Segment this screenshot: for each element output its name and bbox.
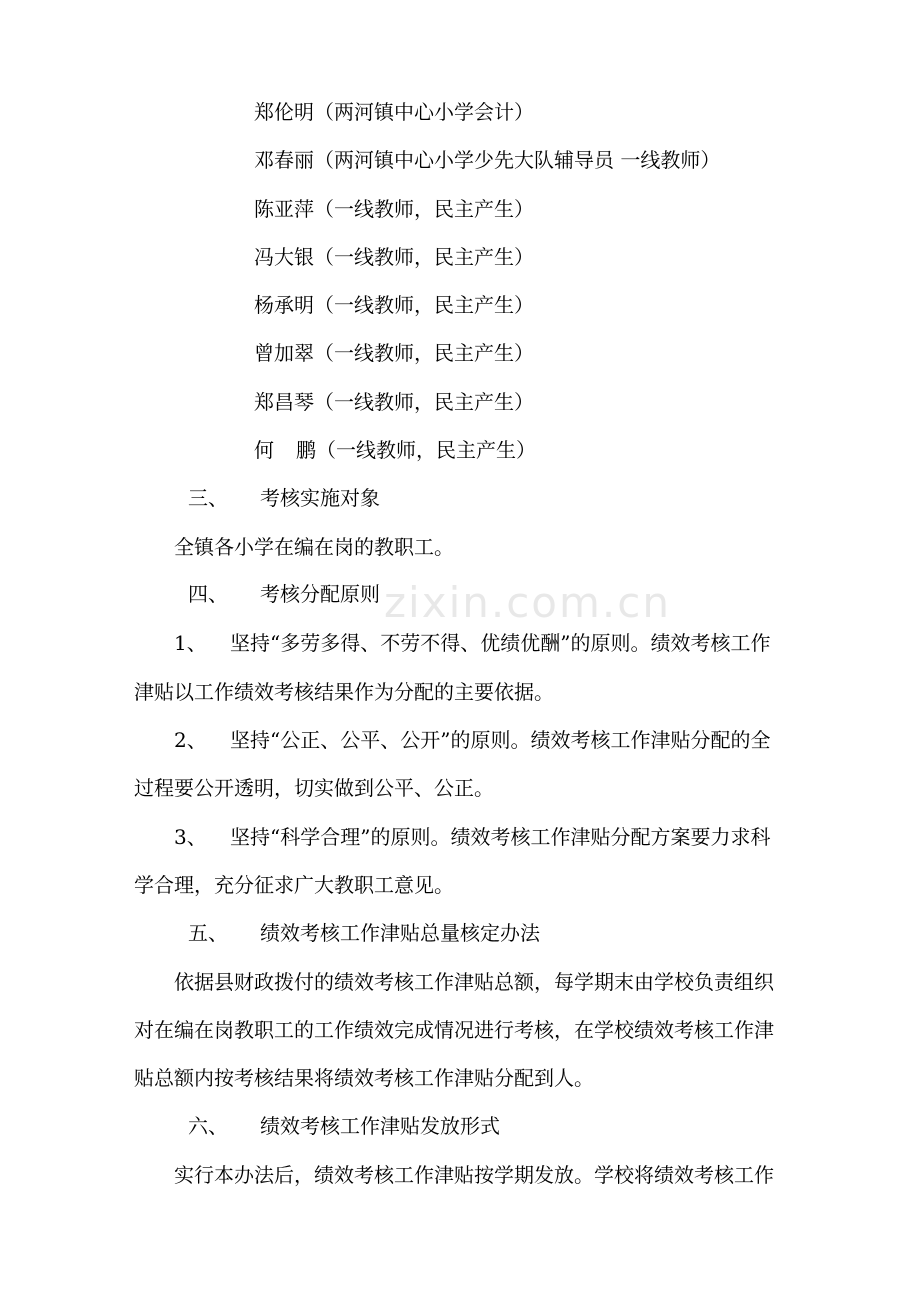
section-heading (188, 582, 380, 606)
item-number: 1、 (174, 631, 207, 655)
member-role: （一线教师，民主产生） (316, 438, 536, 462)
section-number: 六、 (188, 1114, 228, 1138)
member-line (254, 197, 534, 221)
watermark: zixin.com.cn (384, 578, 671, 627)
item-text: 坚持“公正、公平、公开”的原则。绩效考核工作津贴分配的全 (230, 728, 771, 752)
member-role: （两河镇中心小学少先大队辅导员 一线教师） (314, 148, 721, 172)
section-heading (188, 921, 540, 945)
member-name: 曾加翠 (254, 341, 314, 365)
section-number: 五、 (188, 921, 228, 945)
member-name: 邓春丽 (254, 148, 314, 172)
section-title: 绩效考核工作津贴总量核定办法 (260, 921, 540, 945)
paragraph-line: 学合理，充分征求广大教职工意见。 (134, 873, 454, 897)
member-name: 郑伦明 (254, 100, 314, 124)
member-role: （一线教师，民主产生） (314, 245, 534, 269)
member-line (254, 293, 534, 317)
member-line (254, 341, 534, 365)
member-name: 陈亚萍 (254, 197, 314, 221)
member-name-second: 鹏 (296, 438, 316, 462)
member-name: 郑昌琴 (254, 390, 314, 414)
paragraph-line: 实行本办法后，绩效考核工作津贴按学期发放。学校将绩效考核工作 (174, 1163, 774, 1187)
member-line (254, 438, 536, 462)
paragraph-line: 过程要公开透明，切实做到公平、公正。 (134, 776, 494, 800)
paragraph-line: 全镇各小学在编在岗的教职工。 (174, 535, 454, 559)
principle-item (174, 825, 770, 849)
member-name: 杨承明 (254, 293, 314, 317)
member-role: （两河镇中心小学会计） (314, 100, 534, 124)
member-role: （一线教师，民主产生） (314, 341, 534, 365)
member-name-first: 何 (254, 438, 274, 462)
member-role: （一线教师，民主产生） (314, 197, 534, 221)
principle-item (174, 631, 770, 655)
section-heading (188, 1114, 500, 1138)
item-text: 坚持“多劳多得、不劳不得、优绩优酬”的原则。绩效考核工作 (230, 631, 771, 655)
item-number: 3、 (174, 825, 207, 849)
paragraph-line: 贴总额内按考核结果将绩效考核工作津贴分配到人。 (134, 1066, 594, 1090)
paragraph-line: 津贴以工作绩效考核结果作为分配的主要依据。 (134, 680, 554, 704)
section-title: 考核实施对象 (260, 486, 380, 510)
item-number: 2、 (174, 728, 207, 752)
member-name: 冯大银 (254, 245, 314, 269)
paragraph-line: 依据县财政拨付的绩效考核工作津贴总额，每学期末由学校负责组织 (174, 970, 774, 994)
section-heading (188, 486, 380, 510)
member-role: （一线教师，民主产生） (314, 390, 534, 414)
member-line (254, 100, 534, 124)
section-number: 三、 (188, 486, 228, 510)
section-title: 绩效考核工作津贴发放形式 (260, 1114, 500, 1138)
section-number: 四、 (188, 582, 228, 606)
paragraph-line: 对在编在岗教职工的工作绩效完成情况进行考核，在学校绩效考核工作津 (134, 1018, 774, 1042)
member-line (254, 148, 720, 172)
member-line (254, 245, 534, 269)
principle-item (174, 728, 770, 752)
member-role: （一线教师，民主产生） (314, 293, 534, 317)
section-title: 考核分配原则 (260, 582, 380, 606)
member-line (254, 390, 534, 414)
item-text: 坚持“科学合理”的原则。绩效考核工作津贴分配方案要力求科 (230, 825, 771, 849)
